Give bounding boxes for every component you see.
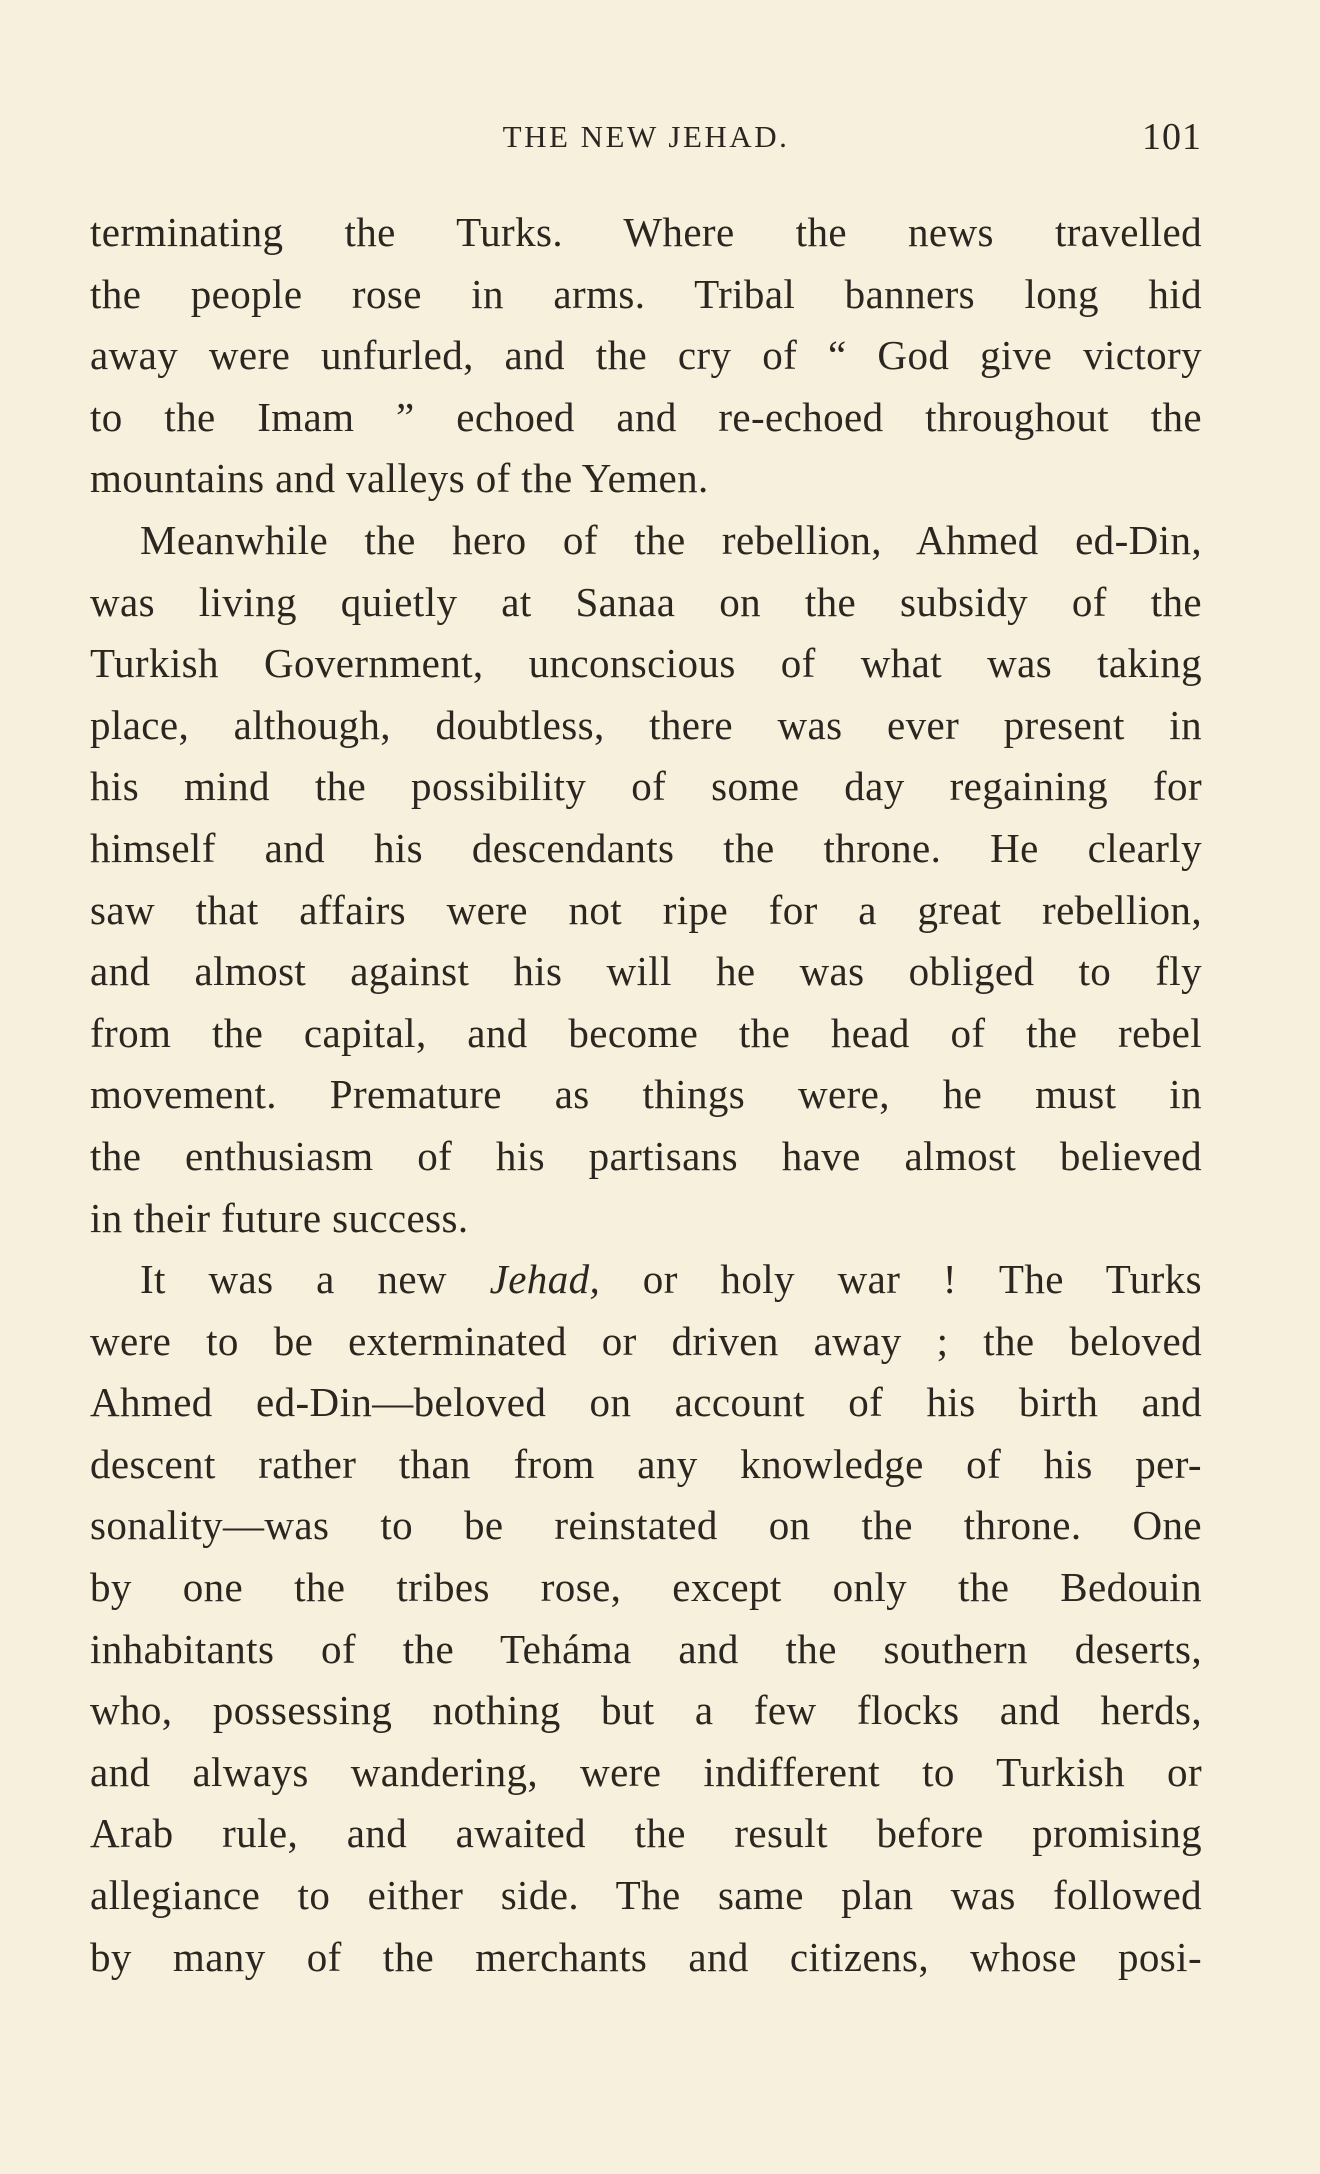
text-line: were to be exterminated or driven away ; the beloved	[90, 1317, 1202, 1364]
running-head	[90, 112, 1202, 162]
text-line: by one the tribes rose, except only the Bedouin	[90, 1564, 1202, 1611]
text-line: inhabitants of the Teháma and the southern deserts,	[90, 1625, 1202, 1672]
text-line: was living quietly at Sanaa on the subsidy of the	[90, 578, 1202, 625]
text-line: the enthusiasm of his partisans have almost believed	[90, 1132, 1202, 1179]
text-line: Ahmed ed-Din—beloved on account of his birth and	[90, 1379, 1202, 1426]
text-line: Turkish Government, unconscious of what was taking	[90, 640, 1202, 687]
text-line: allegiance to either side. The same plan was followed	[90, 1872, 1202, 1919]
text-line: and always wandering, were indifferent to Turkish or	[90, 1748, 1202, 1795]
body-text	[90, 202, 1202, 1988]
text-line: from the capital, and become the head of the rebel	[90, 1009, 1202, 1056]
text-run: or holy war ! The Turks	[600, 1256, 1202, 1303]
text-line: the people rose in arms. Tribal banners long hid	[90, 270, 1202, 317]
text-line: and almost against his will he was obliged to fly	[90, 948, 1202, 995]
text-line: movement. Premature as things were, he must in	[90, 1071, 1202, 1118]
text-line: terminating the Turks. Where the news travelled	[90, 209, 1202, 255]
book-page	[90, 0, 1202, 2174]
text-line: sonality—was to be reinstated on the throne. One	[90, 1502, 1202, 1549]
italic-term: Jehad,	[489, 1256, 601, 1303]
text-line: Meanwhile the hero of the rebellion, Ahmed ed-Din,	[140, 516, 1202, 563]
text-line	[90, 1249, 1202, 1311]
text-line: place, although, doubtless, there was ever present in	[90, 701, 1202, 748]
text-line: his mind the possibility of some day regaining for	[90, 763, 1202, 810]
text-line: in their future success.	[90, 1194, 469, 1241]
text-line: Arab rule, and awaited the result before promising	[90, 1810, 1202, 1857]
text-run: It was a new	[140, 1256, 490, 1303]
text-line: saw that affairs were not ripe for a great rebellion,	[90, 886, 1202, 933]
page-number: 101	[1142, 116, 1202, 158]
text-line: himself and his descendants the throne. He clearly	[90, 824, 1202, 871]
text-line: away were unfurled, and the cry of “ God give victory	[90, 332, 1202, 379]
text-line: mountains and valleys of the Yemen.	[90, 455, 709, 502]
running-title: THE NEW JEHAD.	[502, 119, 790, 154]
text-line: to the Imam ” echoed and re-echoed throughout the	[90, 393, 1202, 440]
text-line: by many of the merchants and citizens, whose posi-	[90, 1933, 1202, 1980]
text-line: who, possessing nothing but a few flocks and herds,	[90, 1687, 1202, 1734]
text-line: descent rather than from any knowledge of his per-	[90, 1440, 1202, 1487]
